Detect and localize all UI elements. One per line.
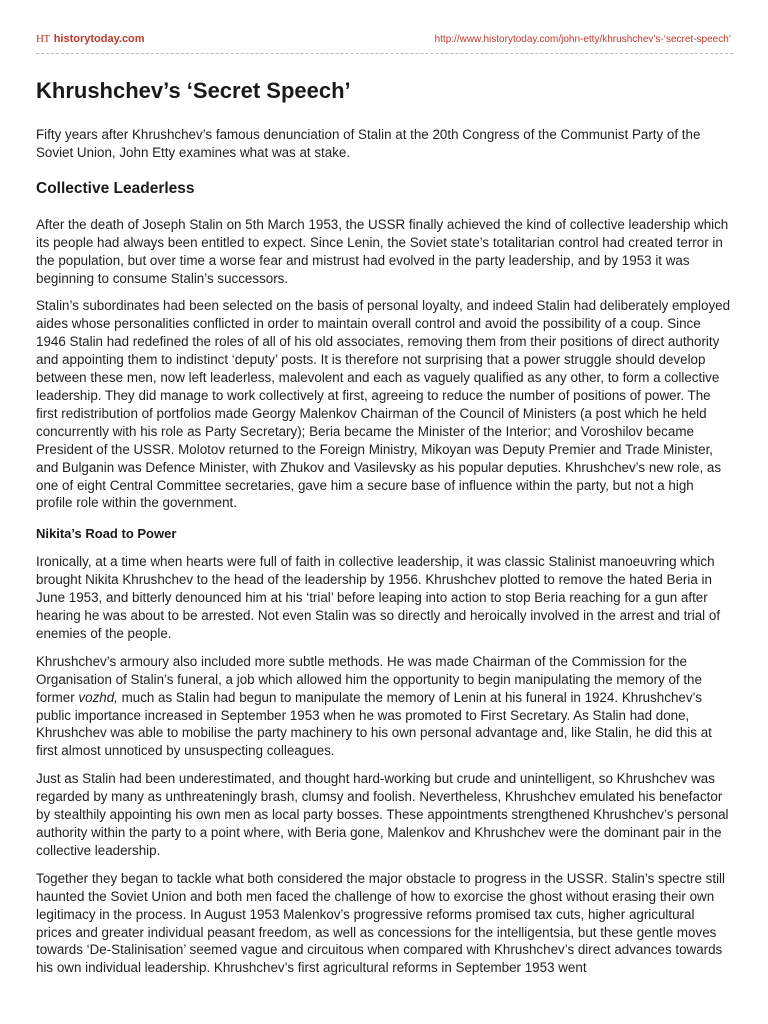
paragraph	[36, 653, 733, 760]
article-url-link[interactable]: http://www.historytoday.com/john-etty/khrushchev’s-‘secret-speech’	[434, 34, 731, 45]
paragraph: Just as Stalin had been underestimated, and thought hard-working but crude and unintelligent, so Khrushchev was regarded by many as unthreateningly brash, clumsy and foolish. Nevertheless, Khrushchev emulated his benefactor by stealthily appointing his own men as local party bosses. These appointments strengthened Khrushchev’s personal authority within the party to a point where, with Beria gone, Malenkov and Khrushchev were the dominant pair in the collective leadership.	[36, 771, 729, 858]
article-title: Khrushchev’s ‘Secret Speech’	[36, 78, 351, 103]
paragraph: Stalin’s subordinates had been selected on the basis of personal loyalty, and indeed Stalin had deliberately employed aides whose personalities conflicted in order to maintain overall control and avoid the possibility of a coup. Since 1946 Stalin had redefined the roles of all of his old associates, removing them from their positions of direct authority and appointing them to indistinct ‘deputy’ posts. It is therefore not surprising that a power struggle should develop between these men, now left leaderless, malevolent and each as vaguely qualified as any other, to form a collective leadership. They did manage to work collectively at first, agreeing to reduce the number of positions of power. The first redistribution of portfolios made Georgy Malenkov Chairman of the Council of Ministers (a post which he held concurrently with his role as Party Secretary); Beria became the Minister of the Interior; and Voroshilov became President of the USSR. Molotov returned to the Foreign Ministry, Mikoyan was Deputy Premier and Trade Minister, and Bulganin was Defence Minister, with Zhukov and Vasilevsky as his popular deputies. Khrushchev’s new role, as one of eight Central Committee secretaries, gave him a secure base of influence within the party, but not a high profile role within the government.	[36, 298, 731, 511]
logo-mark	[36, 33, 50, 45]
paragraph: After the death of Joseph Stalin on 5th March 1953, the USSR finally achieved the kind of collective leadership which its people had always been entitled to expect. Since Lenin, the Soviet state’s totalitarian control had created terror in the population, but over time a worse fear and mistrust had evolved in the party leadership, and by 1953 it was beginning to consume Stalin’s successors.	[36, 216, 729, 286]
article-standfirst: Fifty years after Khrushchev’s famous denunciation of Stalin at the 20th Congress of the Communist Party of the Soviet Union, John Etty examines what was at stake.	[36, 127, 701, 160]
header-divider	[36, 53, 733, 54]
paragraph: Together they began to tackle what both considered the major obstacle to progress in the USSR. Stalin’s spectre still haunted the Soviet Union and both men faced the challenge of how to exorcise the ghost without erasing their own legitimacy in the process. In August 1953 Malenkov’s progressive reforms promised tax cuts, higher agricultural prices and greater individual peasant freedom, as well as concessions for the intelligentsia, but these gentle moves towards ‘De-Stalinisation’ seemed vague and circuitous when compared with Khrushchev’s direct advances towards his own individual leadership. Khrushchev’s first agricultural reforms in September 1953 went	[36, 870, 726, 976]
site-name-link[interactable]: historytoday.com	[53, 33, 145, 45]
paragraph-text: much as Stalin had begun to manipulate the memory of Lenin at his funeral in 1924. Khrushchev’s public importance increased in September 1953 when he was promoted to First Secretary. As Stalin had done, Khrushchev was able to mobilise the party machinery to his own personal advantage and, like Stalin, he did this at first almost unnoticed by unsuspecting colleagues.	[36, 689, 712, 759]
article-body	[36, 126, 733, 987]
section-heading-nikitas-road: Nikita’s Road to Power	[36, 526, 177, 542]
section-heading-collective-leaderless: Collective Leaderless	[36, 179, 195, 197]
site-logo[interactable]	[36, 33, 145, 45]
paragraph-text: Khrushchev’s armoury also included more subtle methods. He was made Chairman of the Commission for the Organisation of Stalin’s funeral, a job which allowed him the opportunity to begin manipulating the memory of the former	[36, 653, 702, 705]
page-header	[36, 0, 733, 56]
logo-letter-h: H	[36, 33, 44, 45]
logo-letter-t: T	[43, 33, 50, 45]
paragraph: Ironically, at a time when hearts were full of faith in collective leadership, it was classic Stalinist manoeuvring which brought Nikita Khrushchev to the head of the leadership by 1956. Khrushchev plotted to remove the hated Beria in June 1953, and bitterly denounced him at his ‘trial’ before leaping into action to stop Beria reaching for a gun after hearing he was about to be arrested. Not even Stalin was so directly and heroically involved in the arrest and trial of enemies of the people.	[36, 554, 721, 641]
italic-term-vozhd: vozhd,	[78, 689, 118, 705]
document-page	[36, 0, 733, 976]
